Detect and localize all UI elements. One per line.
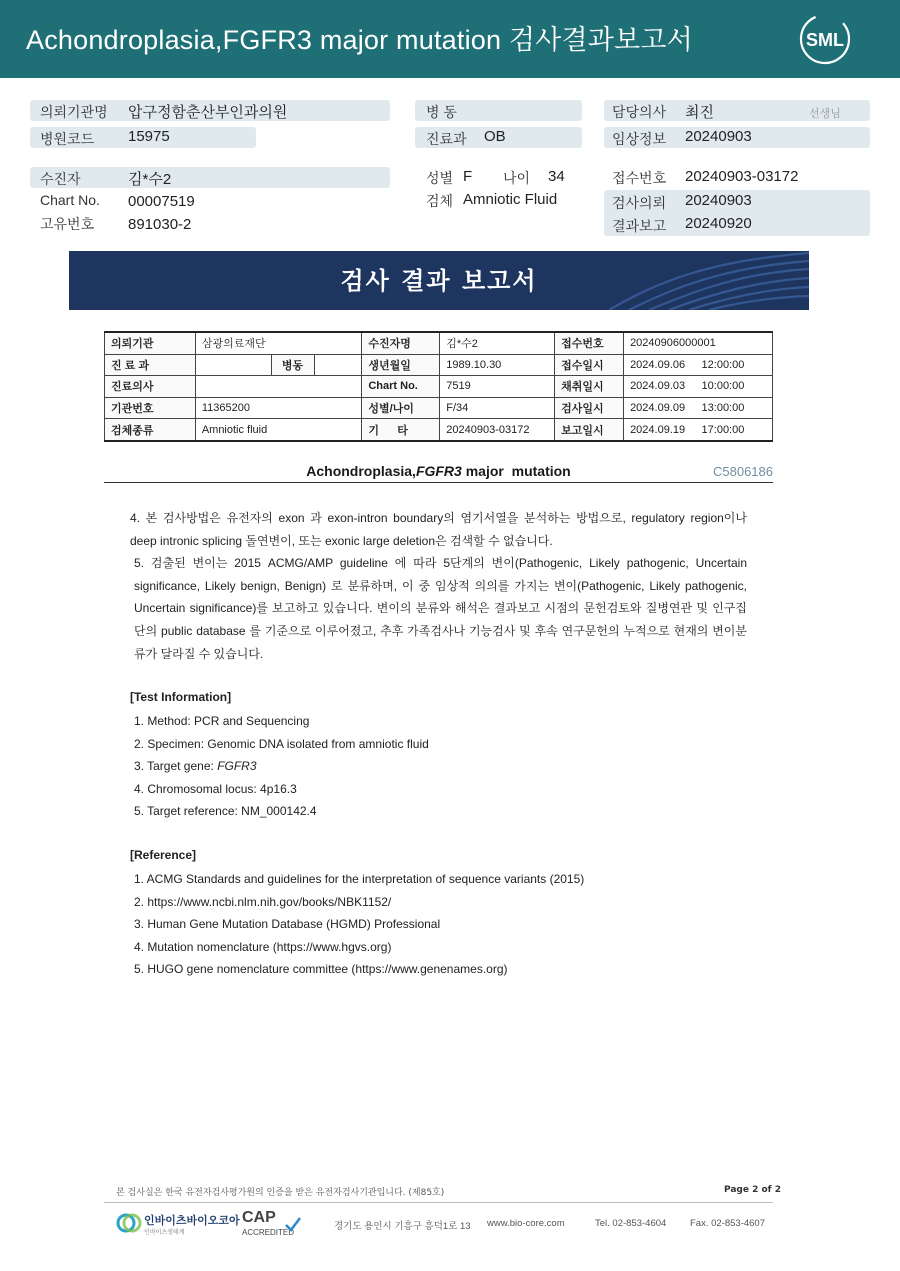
test-title-gene: FGFR3: [415, 463, 462, 479]
company-website: www.bio-core.com: [487, 1218, 565, 1229]
test-title-bar: [104, 462, 773, 483]
table-cell: 20240906000001: [624, 332, 773, 354]
list-item: 1. Method: PCR and Sequencing: [134, 714, 310, 728]
table-cell: 삼광의료재단: [195, 332, 362, 354]
list-item: 4. Mutation nomenclature (https://www.hgvs.org): [134, 939, 392, 954]
sex-label: 성별: [426, 170, 454, 186]
table-row: [105, 332, 773, 354]
page-number: Page 2 of 2: [724, 1185, 781, 1195]
method-notes: [130, 507, 747, 665]
table-cell: 접수일시: [555, 354, 624, 376]
sml-logo: [796, 12, 854, 66]
table-cell: 성별/나이: [362, 397, 440, 419]
report-info-table: [104, 331, 773, 442]
age-value: 34: [548, 168, 565, 185]
specimen-value: Amniotic Fluid: [463, 191, 558, 208]
table-cell: [195, 354, 271, 376]
reception-label: 접수번호: [612, 170, 667, 186]
report-date-label: 결과보고: [612, 218, 667, 234]
table-row: [105, 397, 773, 419]
table-row: [105, 419, 773, 441]
check-icon: [284, 1216, 302, 1232]
test-code: C5806186: [713, 464, 773, 479]
reception-value: 20240903-03172: [685, 168, 799, 185]
chart-no-label: Chart No.: [40, 192, 100, 208]
request-date-label: 검사의뢰: [612, 195, 667, 211]
test-information-section: [130, 688, 429, 823]
report-header-title: Achondroplasia,FGFR3 major mutation 검사결과보고서: [26, 25, 693, 55]
request-date-value: 20240903: [685, 192, 752, 209]
dept-label: 진료과: [426, 131, 467, 147]
table-cell: 10:00:00: [696, 376, 773, 398]
unique-no-label: 고유번호: [40, 216, 95, 232]
clinical-value: 20240903: [685, 128, 752, 145]
table-cell: 검체종류: [105, 419, 196, 441]
table-cell: 20240903-03172: [440, 419, 555, 441]
table-cell: 17:00:00: [696, 419, 773, 441]
list-item: 3. Human Gene Mutation Database (HGMD) Professional: [134, 917, 441, 932]
cap-logo-text: CAP: [242, 1209, 276, 1226]
list-item: 4. Chromosomal locus: 4p16.3: [134, 781, 297, 796]
list-item: [130, 755, 429, 778]
table-cell: 수진자명: [362, 332, 440, 354]
test-title: [104, 463, 773, 479]
report-banner: [69, 251, 809, 310]
table-cell: 2024.09.06: [624, 354, 696, 376]
patient-name-row: [30, 167, 390, 188]
table-row: [105, 376, 773, 398]
table-cell: 11365200: [195, 397, 362, 419]
unique-no-value: 891030-2: [128, 216, 192, 233]
reference-heading: [Reference]: [130, 848, 197, 862]
hospital-code-value: 15975: [128, 128, 170, 145]
sml-logo-text: SML: [806, 30, 844, 50]
company-fax: Fax. 02-853-4607: [690, 1218, 765, 1229]
doctor-suffix: 선생님: [809, 107, 841, 120]
table-row: [105, 354, 773, 376]
table-cell: 검사일시: [555, 397, 624, 419]
company-sub: 인바이츠생태계: [144, 1229, 185, 1236]
doctor-label: 담당의사: [612, 104, 667, 120]
list-item: 1. ACMG Standards and guidelines for the interpretation of sequence variants (2015): [134, 872, 585, 886]
doctor-value: 최진: [685, 104, 714, 121]
company-logo-icon: [116, 1210, 142, 1236]
table-cell: 13:00:00: [696, 397, 773, 419]
list-item: 2. https://www.ncbi.nlm.nih.gov/books/NBK1152/: [134, 894, 392, 909]
table-cell: Chart No.: [362, 376, 440, 398]
table-cell: 보고일시: [555, 419, 624, 441]
reference-section: [130, 846, 584, 981]
patient-name-value: 김*수2: [128, 171, 172, 188]
footer-divider: [104, 1202, 773, 1203]
test-information-heading: [Test Information]: [130, 690, 232, 704]
cap-accredited-text: ACCREDITED: [242, 1228, 295, 1237]
table-cell: 진료의사: [105, 376, 196, 398]
table-cell: 2024.09.09: [624, 397, 696, 419]
table-cell: 2024.09.03: [624, 376, 696, 398]
specimen-label: 검체: [426, 193, 454, 209]
test-title-suffix: major mutation: [461, 463, 571, 479]
table-cell: 접수번호: [555, 332, 624, 354]
client-label: 의뢰기관명: [40, 104, 108, 120]
company-address: 경기도 용인시 기흥구 흥덕1로 13: [334, 1221, 471, 1232]
hospital-code-label: 병원코드: [40, 131, 95, 147]
sex-value: F: [463, 168, 473, 185]
table-cell: 12:00:00: [696, 354, 773, 376]
target-gene-value: FGFR3: [217, 759, 257, 774]
table-cell: F/34: [440, 397, 555, 419]
patient-name-label: 수진자: [40, 171, 81, 187]
table-cell: 김*수2: [440, 332, 555, 354]
banner-title: 검사 결과 보고서: [340, 267, 538, 295]
test-title-prefix: Achondroplasia,: [306, 463, 416, 479]
table-cell: 병동: [271, 354, 314, 376]
table-cell: 1989.10.30: [440, 354, 555, 376]
table-cell: [314, 354, 362, 376]
table-cell: 기관번호: [105, 397, 196, 419]
age-label: 나이: [503, 170, 531, 186]
report-date-value: 20240920: [685, 215, 752, 232]
list-item: 2. Specimen: Genomic DNA isolated from amniotic fluid: [134, 736, 429, 751]
table-cell: 의뢰기관: [105, 332, 196, 354]
clinical-label: 임상정보: [612, 131, 667, 147]
company-phone: Tel. 02-853-4604: [595, 1218, 667, 1229]
note-paragraph-5: 5. 검출된 변이는 2015 ACMG/AMP guideline 에 따라 5단계의 변이(Pathogenic, Likely pathogenic, Uncertain significance, Likely benign, Benign) 로 분류하며, 이 중 임상적 의의를 가지는 변이(Pathogenic, Likely pathogenic, Uncertain significance)를 보고하고 있습니다. 변이의 분류와 해석은 결과보고 시점의 문헌검토와 질병연관 및 인구집단의 public database 를 기준으로 이루어졌고, 추후 가족검사나 기능검사 및 후속 연구문헌의 누적으로 현재의 변이분류가 달라질 수 있습니다.: [134, 556, 747, 661]
chart-no-value: 00007519: [128, 193, 195, 210]
table-cell: 7519: [440, 376, 555, 398]
table-cell: Amniotic fluid: [195, 419, 362, 441]
table-cell: 생년월일: [362, 354, 440, 376]
table-cell: [195, 376, 362, 398]
dept-value: OB: [484, 128, 506, 145]
table-cell: 2024.09.19: [624, 419, 696, 441]
table-cell: 기 타: [362, 419, 440, 441]
client-value: 압구정함춘산부인과의원: [128, 104, 288, 121]
list-item: 5. Target reference: NM_000142.4: [134, 804, 317, 819]
list-item: 5. HUGO gene nomenclature committee (https://www.genenames.org): [134, 962, 508, 977]
company-name: 인바이츠바이오코아: [144, 1214, 240, 1227]
ward-label: 병 동: [426, 104, 457, 120]
note-paragraph-4: 4. 본 검사방법은 유전자의 exon 과 exon-intron boundary의 염기서열을 분석하는 방법으로, regulatory region이나 deep intronic splicing 돌연변이, 또는 exonic large deletion은 검색할 수 없습니다.: [130, 511, 747, 548]
table-cell: 진 료 과: [105, 354, 196, 376]
list-item-text: 3. Target gene:: [134, 759, 218, 774]
certification-note: 본 검사실은 한국 유전자검사평가원의 인증을 받은 유전자검사기관입니다. (제85호): [116, 1188, 445, 1198]
table-cell: 채취일시: [555, 376, 624, 398]
